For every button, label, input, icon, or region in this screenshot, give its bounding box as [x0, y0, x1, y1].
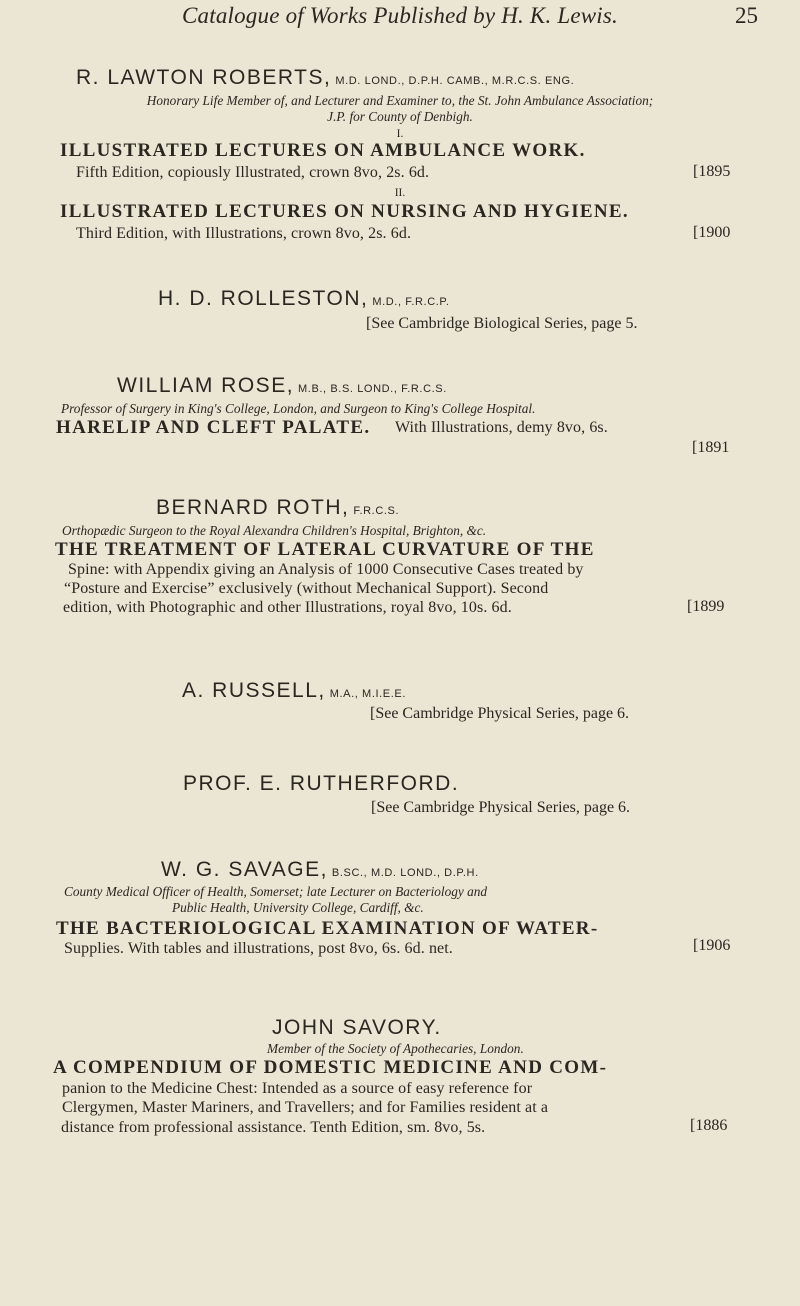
- author-affiliation: Professor of Surgery in King's College, London, and Surgeon to King's College Hospital.: [61, 401, 536, 416]
- book-title: ILLUSTRATED LECTURES ON AMBULANCE WORK.: [60, 140, 586, 161]
- author-name-text: R. LAWTON ROBERTS,: [76, 66, 332, 89]
- author-degrees: M.A., M.I.E.E.: [329, 688, 406, 700]
- author-name-text: H. D. ROLLESTON,: [158, 287, 369, 310]
- author-affiliation: J.P. for County of Denbigh.: [327, 109, 473, 124]
- author-name: [272, 1016, 442, 1040]
- book-details-line: panion to the Medicine Chest: Intended as a source of easy reference for: [62, 1080, 533, 1097]
- publication-date: [1906: [693, 937, 731, 954]
- book-title: A COMPENDIUM OF DOMESTIC MEDICINE AND COM-: [53, 1057, 608, 1078]
- book-details: Third Edition, with Illustrations, crown 8vo, 2s. 6d.: [76, 225, 412, 242]
- cross-reference: [See Cambridge Biological Series, page 5.: [366, 315, 638, 332]
- book-details-line: “Posture and Exercise” exclusively (without Mechanical Support). Second: [64, 580, 549, 597]
- book-details: Supplies. With tables and illustrations, post 8vo, 6s. 6d. net.: [64, 940, 453, 957]
- author-affiliation: Public Health, University College, Cardiff, &c.: [172, 900, 424, 915]
- author-degrees: F.R.C.S.: [353, 505, 400, 517]
- cross-reference: [See Cambridge Physical Series, page 6.: [371, 799, 631, 816]
- author-degrees: B.SC., M.D. LOND., D.P.H.: [331, 867, 479, 879]
- author-name: [156, 496, 399, 520]
- running-title: Catalogue of Works Published by H. K. Lewis.: [181, 3, 618, 28]
- author-name-text: JOHN SAVORY.: [272, 1016, 442, 1039]
- author-name: [117, 374, 447, 398]
- author-affiliation: County Medical Officer of Health, Somerset; late Lecturer on Bacteriology and: [64, 884, 488, 899]
- page-number: 25: [735, 3, 758, 28]
- book-title: THE TREATMENT OF LATERAL CURVATURE OF THE: [55, 539, 595, 560]
- book-details-line: distance from professional assistance. Tenth Edition, sm. 8vo, 5s.: [61, 1119, 486, 1136]
- book-details-line: edition, with Photographic and other Illustrations, royal 8vo, 10s. 6d.: [63, 599, 512, 616]
- author-name-text: PROF. E. RUTHERFORD.: [183, 772, 460, 795]
- author-name: [183, 772, 459, 796]
- author-name-text: BERNARD ROTH,: [156, 496, 350, 519]
- author-name-text: W. G. SAVAGE,: [161, 858, 328, 881]
- book-title: HARELIP AND CLEFT PALATE.: [56, 417, 371, 438]
- book-details: With Illustrations, demy 8vo, 6s.: [395, 419, 608, 436]
- author-degrees: M.D. LOND., D.P.H. CAMB., M.R.C.S. ENG.: [335, 75, 575, 87]
- publication-date: [1891: [692, 439, 730, 456]
- author-name-text: WILLIAM ROSE,: [117, 374, 295, 397]
- cross-reference: [See Cambridge Physical Series, page 6.: [370, 705, 630, 722]
- book-title: ILLUSTRATED LECTURES ON NURSING AND HYGIENE.: [60, 201, 629, 222]
- author-name: [161, 858, 479, 882]
- book-details: Fifth Edition, copiously Illustrated, crown 8vo, 2s. 6d.: [76, 164, 430, 181]
- book-details-line: Clergymen, Master Mariners, and Travellers; and for Families resident at a: [62, 1099, 549, 1116]
- publication-date: [1895: [693, 163, 731, 180]
- work-numeral: II.: [394, 187, 406, 199]
- author-name: [158, 287, 450, 311]
- author-name: [182, 679, 406, 703]
- author-name-text: A. RUSSELL,: [182, 679, 326, 702]
- publication-date: [1900: [693, 224, 731, 241]
- publication-date: [1886: [690, 1117, 728, 1134]
- publication-date: [1899: [687, 598, 725, 615]
- author-affiliation: Honorary Life Member of, and Lecturer and Examiner to, the St. John Ambulance Association;: [146, 93, 654, 108]
- author-degrees: M.D., F.R.C.P.: [372, 296, 450, 308]
- author-degrees: M.B., B.S. LOND., F.R.C.S.: [298, 383, 447, 395]
- work-numeral: I.: [396, 128, 404, 140]
- book-details-line: Spine: with Appendix giving an Analysis of 1000 Consecutive Cases treated by: [68, 561, 584, 578]
- author-affiliation: Orthopædic Surgeon to the Royal Alexandra Children's Hospital, Brighton, &c.: [62, 523, 487, 538]
- book-title: THE BACTERIOLOGICAL EXAMINATION OF WATER-: [56, 918, 599, 939]
- author-name: [76, 66, 574, 90]
- author-affiliation: Member of the Society of Apothecaries, London.: [267, 1041, 524, 1056]
